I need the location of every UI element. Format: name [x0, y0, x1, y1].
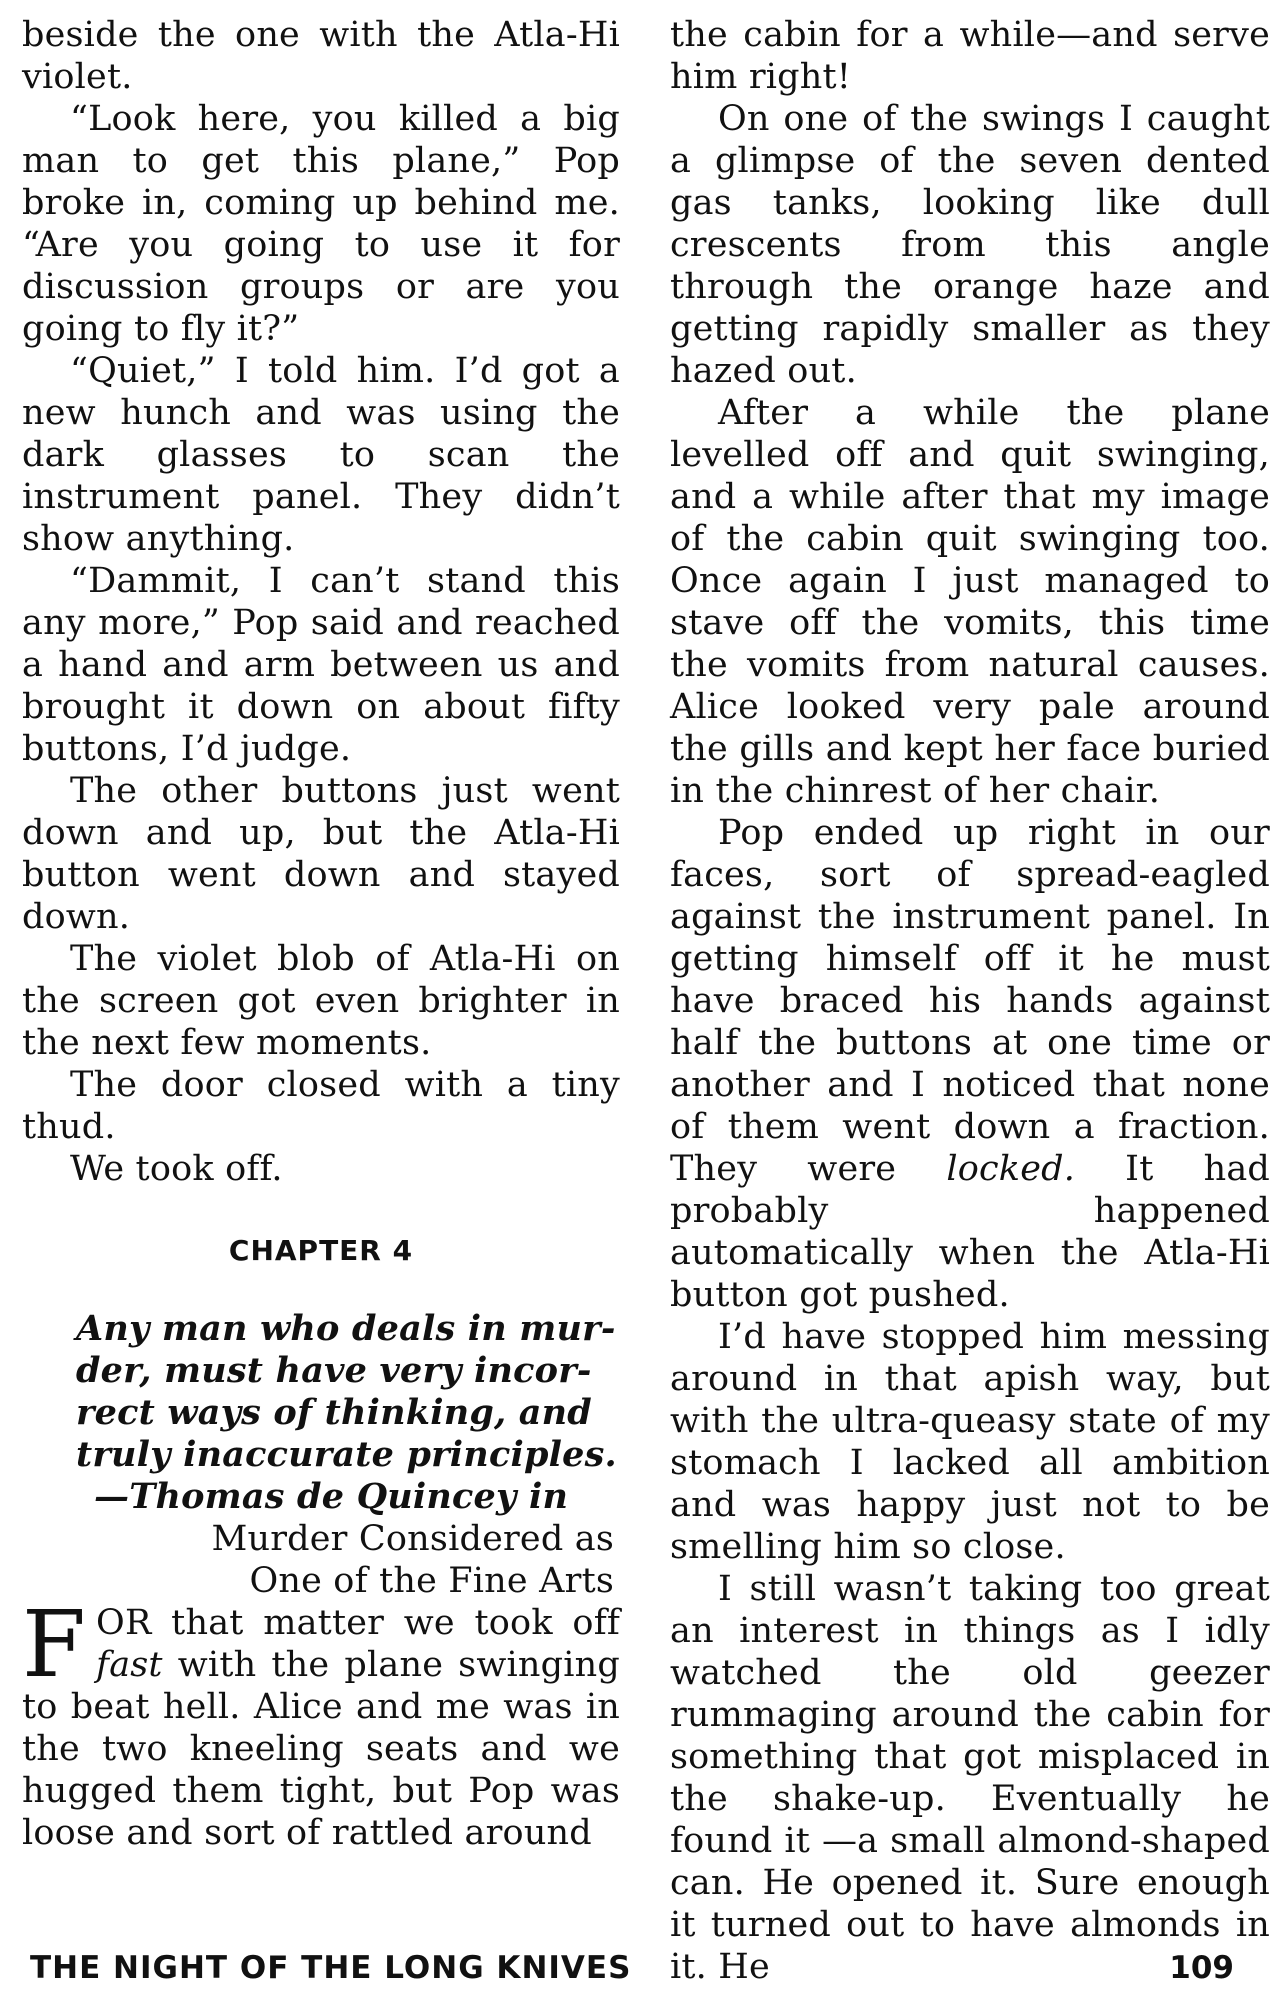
- opening-paragraph: [22, 1591, 620, 1854]
- epigraph-line: truly inaccurate principles.: [76, 1434, 617, 1475]
- paragraph: the cabin for a while—and serve him right!: [670, 15, 1270, 97]
- emphasis-text: locked.: [946, 1149, 1076, 1189]
- epigraph-line: Any man who deals in mur-: [76, 1308, 616, 1349]
- paragraph: I’d have stopped him messing around in that apish way, but with the ultra-queasy state of my stomach I lacked all ambition and was happy just not to be smelling him so close.: [670, 1317, 1270, 1567]
- epigraph-line: rect ways of thinking, and: [76, 1392, 592, 1433]
- epigraph: [76, 1308, 620, 1602]
- paragraph: The door closed with a tiny thud.: [22, 1065, 620, 1147]
- left-column: [22, 14, 620, 1854]
- drop-cap: F: [22, 1591, 87, 1698]
- epigraph-line: der, must have very incor-: [76, 1350, 592, 1391]
- paragraph: The other buttons just went down and up, but the Atla-Hi button went down and stayed down.: [22, 771, 620, 937]
- paragraph: The violet blob of Atla-Hi on the screen got even brighter in the next few moments.: [22, 939, 620, 1063]
- paragraph: “Quiet,” I told him. I’d got a new hunch and was using the dark glasses to scan the instrument panel. They didn’t show anything.: [22, 351, 620, 559]
- epigraph-work-title: One of the Fine Arts: [249, 1561, 614, 1601]
- paragraph: On one of the swings I caught a glimpse of the seven dented gas tanks, looking like dull crescents from this angle through the orange haze and getting rapidly smaller as they hazed out.: [670, 99, 1270, 391]
- paragraph: After a while the plane levelled off and quit swinging, and a while after that my image of the cabin quit swinging too. Once again I just managed to stave off the vomits, this time the vomits from natural causes. Alice looked very pale around the gills and kept her face buried in the chinrest of her chair.: [670, 393, 1270, 811]
- page-number: 109: [1169, 1950, 1234, 1986]
- emphasis-text: fast: [96, 1645, 163, 1685]
- page-footer: [30, 1950, 1254, 1990]
- paragraph: [670, 812, 1270, 1316]
- paragraph: I still wasn’t taking too great an interest in things as I idly watched the old geezer rummaging around the cabin for something that got misplaced in the shake-up. Eventually he found it —a small almond-shaped can. He opened it. Sure enough it turned out to have almonds in it. He: [670, 1569, 1270, 1987]
- paragraph: “Dammit, I can’t stand this any more,” Pop said and reached a hand and arm between us and brought it down on about fifty buttons, I’d judge.: [22, 561, 620, 769]
- epigraph-attribution: —Thomas de Quincey in: [94, 1476, 569, 1517]
- opening-rest: with the plane swinging to beat hell. Alice and me was in the two kneeling seats and we hugged them tight, but Pop was loose and sort of rattled around: [22, 1645, 620, 1853]
- paragraph: We took off.: [70, 1149, 283, 1189]
- paragraph-text: Pop ended up right in our faces, sort of spread-eagled against the instrument panel. In getting himself off it he must have braced his hands against half the buttons at one time or another and I noticed that none of them went down a fraction. They were: [670, 813, 1270, 1189]
- right-column: [670, 14, 1270, 1988]
- paragraph: “Look here, you killed a big man to get this plane,” Pop broke in, coming up behind me. “Are you going to use it for discussion groups or are you going to fly it?”: [22, 99, 620, 349]
- paragraph: beside the one with the Atla-Hi violet.: [22, 15, 620, 97]
- epigraph-work-title: Murder Considered as: [211, 1519, 614, 1559]
- paragraph-text: It had probably happened automatically when the Atla-Hi button got pushed.: [670, 1149, 1270, 1315]
- opening-words: OR that matter we took off: [96, 1603, 620, 1643]
- chapter-heading: CHAPTER 4: [228, 1234, 414, 1267]
- running-title: THE NIGHT OF THE LONG KNIVES: [30, 1950, 632, 1986]
